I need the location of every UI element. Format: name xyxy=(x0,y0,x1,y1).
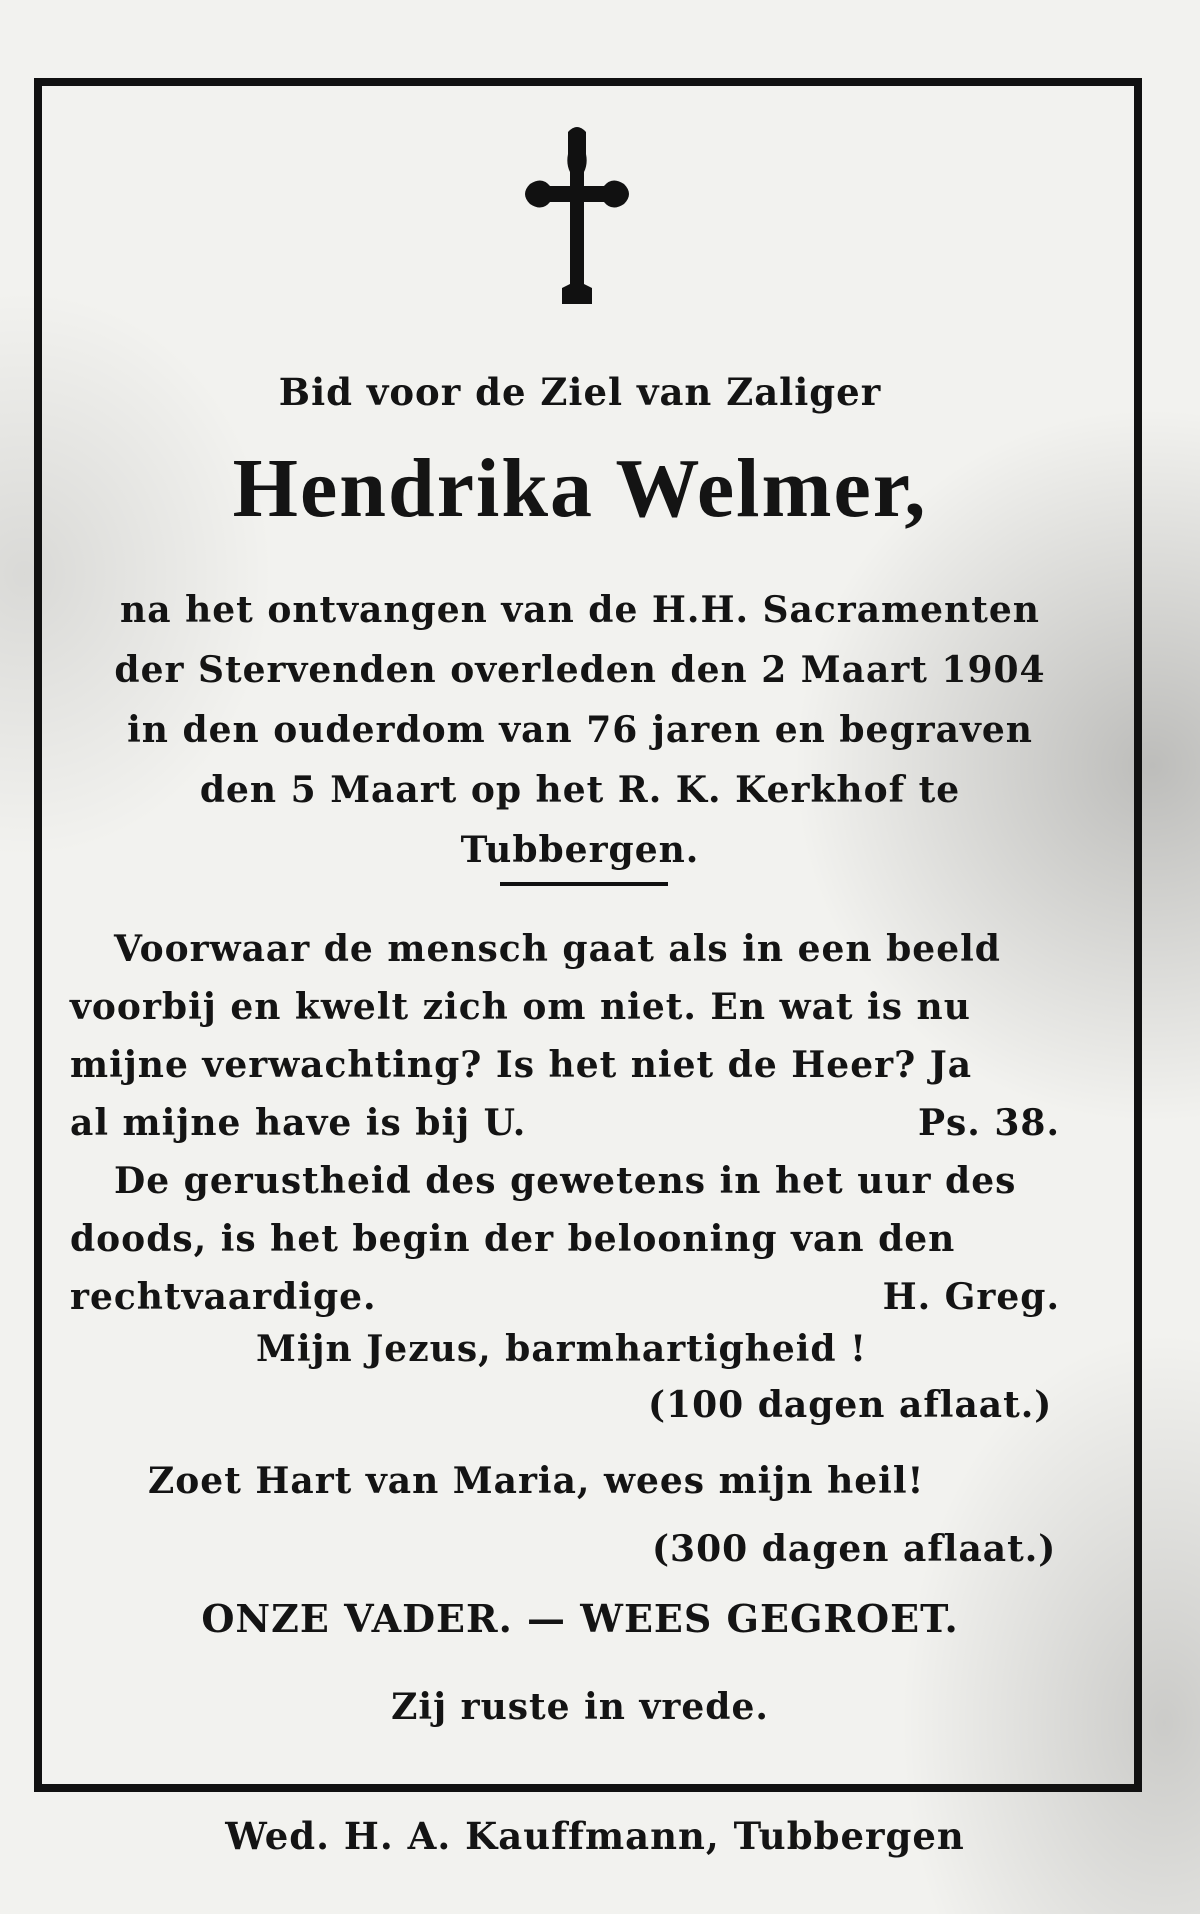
greg-last-line xyxy=(70,1268,1100,1326)
psalm-last-line xyxy=(70,1094,1100,1152)
details-line: na het ontvangen van de H.H. Sacramenten xyxy=(120,589,1040,631)
indulgence-300: (300 dagen aflaat.) xyxy=(652,1528,1057,1570)
psalm-line: voorbij en kwelt zich om niet. En wat is nu xyxy=(70,986,971,1028)
intro-line: Bid voor de Ziel van Zaliger xyxy=(278,370,882,414)
indulgence-100: (100 dagen aflaat.) xyxy=(648,1384,1053,1426)
details-line: der Stervenden overleden den 2 Maart 1904 xyxy=(114,649,1046,691)
details-line: Tubbergen. xyxy=(460,829,700,871)
psalm-last: al mijne have is bij U. xyxy=(70,1102,527,1144)
prayer-maria: Zoet Hart van Maria, wees mijn heil! xyxy=(148,1460,925,1502)
divider xyxy=(500,882,668,886)
prayer-jesus: Mijn Jezus, barmhartigheid ! xyxy=(256,1328,867,1370)
printer-credit: Wed. H. A. Kauffmann, Tubbergen xyxy=(225,1814,965,1858)
greg-reference: H. Greg. xyxy=(882,1276,1060,1318)
psalm-reference: Ps. 38. xyxy=(917,1102,1060,1144)
greg-line: doods, is het begin der belooning van den xyxy=(70,1218,956,1260)
cross-icon xyxy=(518,124,636,310)
rest-in-peace: Zij ruste in vrede. xyxy=(391,1686,769,1728)
greg-line: De gerustheid des gewetens in het uur des xyxy=(114,1160,1017,1202)
greg-last: rechtvaardige. xyxy=(70,1276,377,1318)
psalm-line: mijne verwachting? Is het niet de Heer? Ja xyxy=(70,1044,973,1086)
psalm-line: Voorwaar de mensch gaat als in een beeld xyxy=(114,928,1001,970)
scripture-text xyxy=(70,920,1100,1326)
details-line: den 5 Maart op het R. K. Kerkhof te xyxy=(199,769,961,811)
death-details xyxy=(60,580,1100,880)
closing-prayers: ONZE VADER. — WEES GEGROET. xyxy=(201,1596,959,1641)
deceased-name: Hendrika Welmer, xyxy=(232,442,928,535)
details-line: in den ouderdom van 76 jaren en begraven xyxy=(127,709,1033,751)
